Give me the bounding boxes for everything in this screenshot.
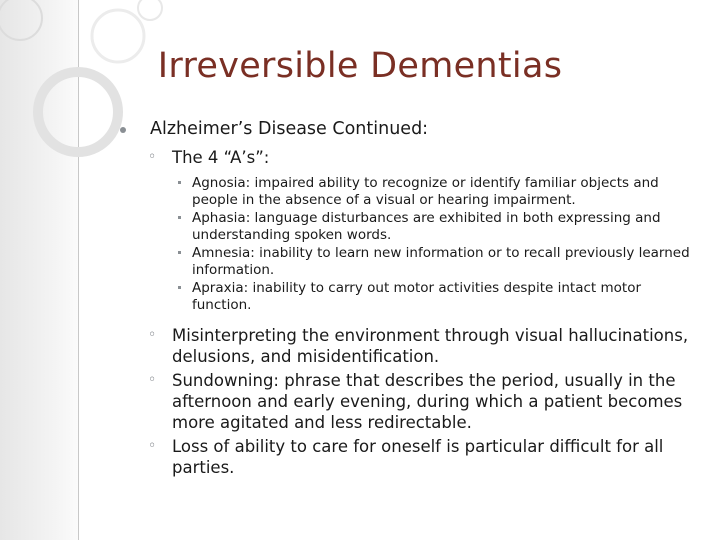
ring-bullet-icon: ◦ [148,372,157,388]
sub-bullet-text: Misinterpreting the environment through visual hallucinations, delusions, and misidentification. [172,326,689,366]
sub-bullet [120,325,695,367]
slide-content [120,118,695,481]
list-item-text: Aphasia: language disturbances are exhibited in both expressing and understanding spoken words. [192,210,661,243]
list-item-text: Amnesia: inability to learn new information or to recall previously learned information. [192,245,690,278]
sub-bullet-text: Sundowning: phrase that describes the period, usually in the afternoon and early evening, during which a patient becomes more agitated and less redirectable. [172,371,683,432]
main-bullet [120,118,695,140]
list-item [120,280,695,314]
list-item-text: Apraxia: inability to carry out motor activities despite intact motor function. [192,280,642,313]
list-item-text: Agnosia: impaired ability to recognize or identify familiar objects and people in the absence of a visual or hearing impairment. [192,175,659,208]
sub-bullet [120,147,695,168]
slide-title: Irreversible Dementias [157,46,563,86]
square-bullet-icon [178,251,181,254]
four-a-list [120,175,695,314]
sub-heading-text: The 4 “A’s”: [172,148,270,167]
ring-bullet-icon: ◦ [148,149,157,165]
sub-bullet [120,370,695,433]
list-item [120,245,695,279]
square-bullet-icon [178,286,181,289]
square-bullet-icon [178,181,181,184]
list-item [120,175,695,209]
bullet-dot-icon [120,127,126,133]
ring-bullet-icon: ◦ [148,327,157,343]
ring-bullet-icon: ◦ [148,438,157,454]
list-item [120,210,695,244]
sub-bullet [120,436,695,478]
sub-bullet-text: Loss of ability to care for oneself is particular difficult for all parties. [172,437,664,477]
main-bullet-text: Alzheimer’s Disease Continued: [150,119,429,139]
square-bullet-icon [178,216,181,219]
